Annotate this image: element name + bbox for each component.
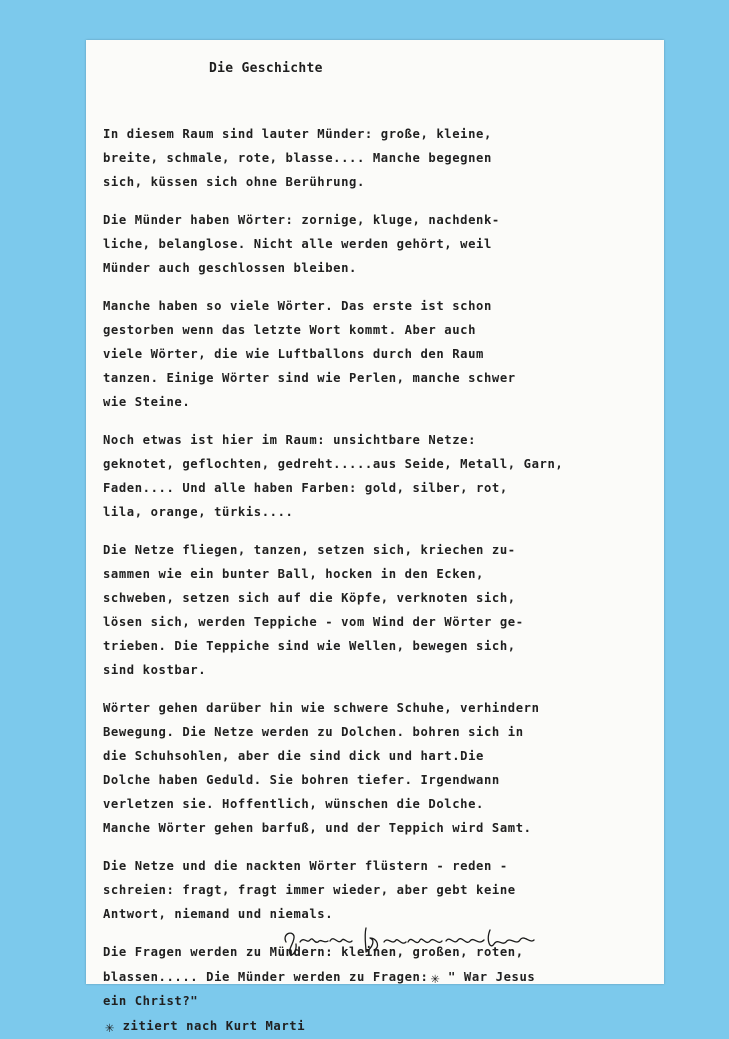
text-line: trieben. Die Teppiche sind wie Wellen, bewegen sich, bbox=[103, 639, 516, 653]
asterisk-icon: ✳ bbox=[430, 969, 441, 987]
paragraph-6 bbox=[103, 696, 653, 840]
text-line: Die Netze fliegen, tanzen, setzen sich, kriechen zu- bbox=[103, 543, 516, 557]
text-line: ein Christ?" bbox=[103, 994, 199, 1008]
text-line: Münder auch geschlossen bleiben. bbox=[103, 261, 357, 275]
paragraph-7 bbox=[103, 854, 653, 926]
text-line: schweben, setzen sich auf die Köpfe, verknoten sich, bbox=[103, 591, 516, 605]
text-line: viele Wörter, die wie Luftballons durch den Raum bbox=[103, 347, 484, 361]
footnote bbox=[103, 1013, 653, 1038]
text-line: Die Münder haben Wörter: zornige, kluge, nachdenk- bbox=[103, 213, 500, 227]
paragraph-5 bbox=[103, 538, 653, 682]
text-line: Die Fragen werden zu Mündern: kleinen, großen, roten, bbox=[103, 945, 524, 959]
text-line: Die Netze und die nackten Wörter flüstern - reden - bbox=[103, 859, 508, 873]
text-segment: blassen..... Die Münder werden zu Fragen: bbox=[103, 970, 429, 984]
text-line bbox=[103, 964, 653, 989]
text-line: sich, küssen sich ohne Berührung. bbox=[103, 175, 365, 189]
text-line: tanzen. Einige Wörter sind wie Perlen, manche schwer bbox=[103, 371, 516, 385]
text-line: wie Steine. bbox=[103, 395, 191, 409]
text-line: liche, belanglose. Nicht alle werden gehört, weil bbox=[103, 237, 492, 251]
text-line: breite, schmale, rote, blasse.... Manche begegnen bbox=[103, 151, 492, 165]
text-line: gestorben wenn das letzte Wort kommt. Aber auch bbox=[103, 323, 477, 337]
text-line: geknotet, geflochten, gedreht.....aus Seide, Metall, Garn, bbox=[103, 457, 564, 471]
text-line: Bewegung. Die Netze werden zu Dolchen. bohren sich in bbox=[103, 725, 524, 739]
text-line: die Schuhsohlen, aber die sind dick und hart.Die bbox=[103, 749, 484, 763]
footnote-text: zitiert nach Kurt Marti bbox=[114, 1019, 306, 1033]
document-body bbox=[103, 122, 653, 1038]
document-title: Die Geschichte bbox=[209, 61, 323, 76]
paragraph-2 bbox=[103, 208, 653, 280]
text-line: schreien: fragt, fragt immer wieder, aber gebt keine bbox=[103, 883, 516, 897]
text-line: In diesem Raum sind lauter Münder: große, kleine, bbox=[103, 127, 492, 141]
asterisk-icon: ✳ bbox=[105, 1018, 115, 1036]
paragraph-3 bbox=[103, 294, 653, 414]
text-line: Dolche haben Geduld. Sie bohren tiefer. Irgendwann bbox=[103, 773, 500, 787]
text-line: lila, orange, türkis.... bbox=[103, 505, 294, 519]
text-segment: " War Jesus bbox=[440, 970, 536, 984]
text-line: verletzen sie. Hoffentlich, wünschen die Dolche. bbox=[103, 797, 484, 811]
text-line: lösen sich, werden Teppiche - vom Wind der Wörter ge- bbox=[103, 615, 524, 629]
text-line: sammen wie ein bunter Ball, hocken in den Ecken, bbox=[103, 567, 484, 581]
signature-drawing bbox=[280, 920, 540, 960]
text-line: sind kostbar. bbox=[103, 663, 207, 677]
text-line: Manche haben so viele Wörter. Das erste ist schon bbox=[103, 299, 492, 313]
text-line: Manche Wörter gehen barfuß, und der Teppich wird Samt. bbox=[103, 821, 532, 835]
document-page bbox=[86, 40, 664, 1036]
text-line: Noch etwas ist hier im Raum: unsichtbare Netze: bbox=[103, 433, 477, 447]
paragraph-1 bbox=[103, 122, 653, 194]
text-line: Wörter gehen darüber hin wie schwere Schuhe, verhindern bbox=[103, 701, 540, 715]
text-line: Antwort, niemand und niemals. bbox=[103, 907, 334, 921]
text-line: Faden.... Und alle haben Farben: gold, silber, rot, bbox=[103, 481, 508, 495]
handwritten-signature bbox=[280, 920, 540, 960]
paragraph-4 bbox=[103, 428, 653, 524]
